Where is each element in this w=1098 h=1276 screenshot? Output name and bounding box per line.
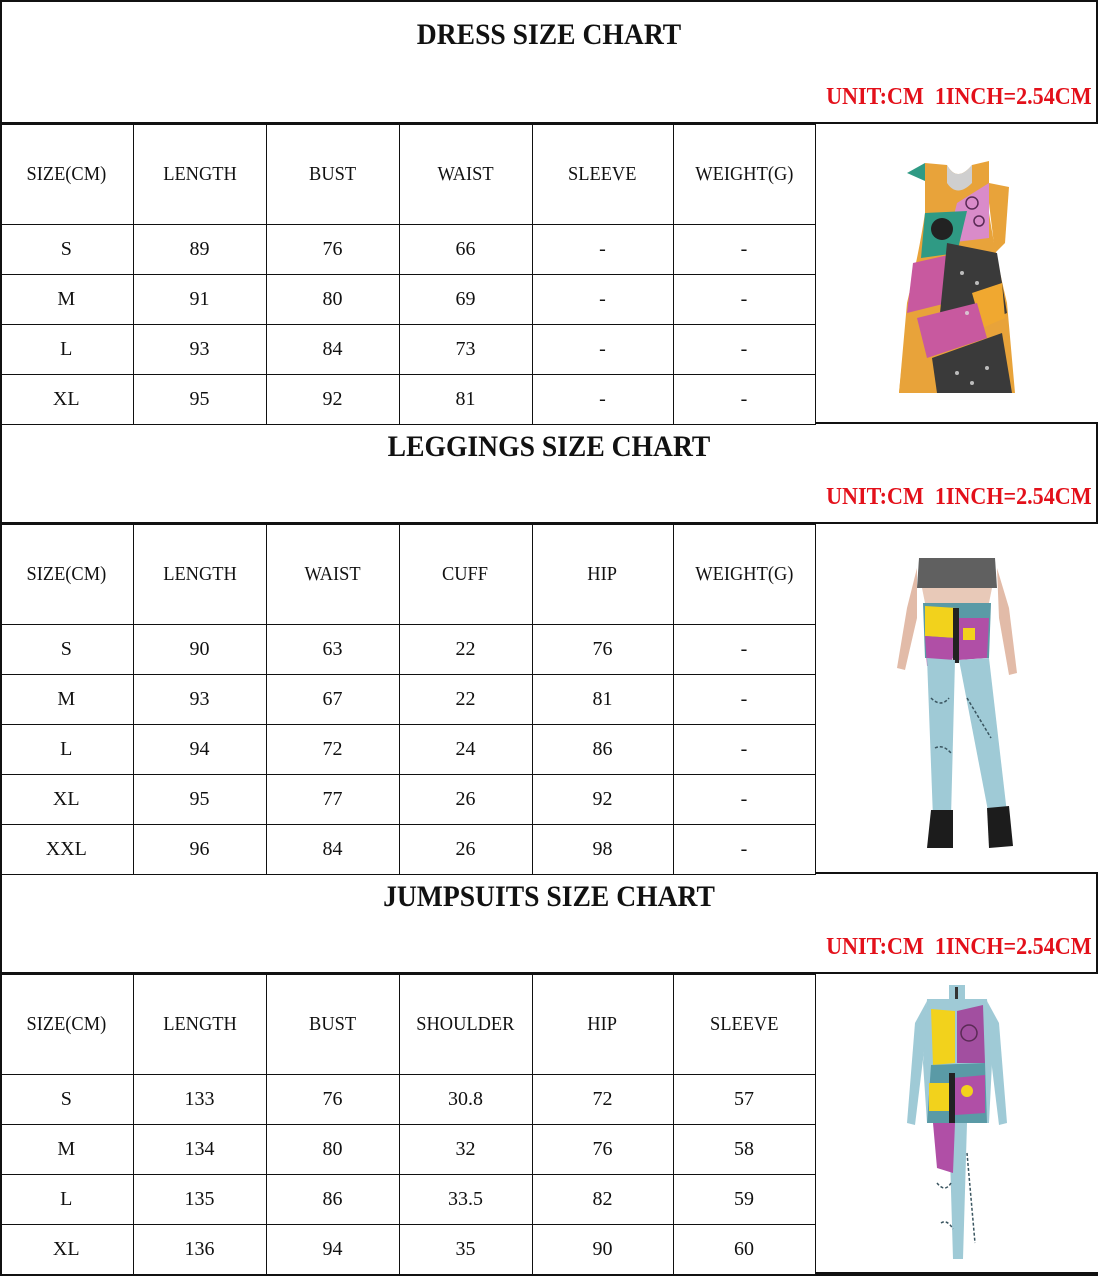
size-label-cell: L	[0, 725, 133, 775]
column-header	[133, 975, 266, 1075]
measurement-cell: 60	[673, 1225, 815, 1275]
size-label-cell: S	[0, 1075, 133, 1125]
measurement-cell: 89	[133, 225, 266, 275]
table-header-row	[0, 525, 815, 625]
size-label-cell: S	[0, 625, 133, 675]
dress-product-image	[877, 143, 1037, 403]
table-row	[0, 325, 815, 375]
column-header-label: LENGTH	[162, 563, 237, 585]
jumpsuit-image-cell	[815, 974, 1098, 1274]
measurement-cell: 58	[673, 1125, 815, 1175]
column-header-label: WAIST	[304, 563, 361, 585]
measurement-cell: 84	[266, 825, 399, 875]
measurement-cell: -	[673, 725, 815, 775]
table-header-row	[0, 125, 815, 225]
measurement-cell: -	[673, 325, 815, 375]
measurement-cell: 67	[266, 675, 399, 725]
measurement-cell: 30.8	[399, 1075, 532, 1125]
size-label-cell: L	[0, 325, 133, 375]
column-header-label: SLEEVE	[709, 1013, 779, 1035]
column-header-label: HIP	[587, 563, 618, 585]
size-label-cell: XL	[0, 375, 133, 425]
jumpsuits-section-title: JUMPSUITS SIZE CHART	[383, 880, 715, 913]
column-header	[673, 125, 815, 225]
measurement-cell: 33.5	[399, 1175, 532, 1225]
measurement-cell: -	[673, 775, 815, 825]
measurement-cell: -	[673, 275, 815, 325]
measurement-cell: 81	[532, 675, 673, 725]
column-header	[532, 525, 673, 625]
table-row	[0, 675, 815, 725]
size-label-cell: S	[0, 225, 133, 275]
column-header-label: HIP	[587, 1013, 618, 1035]
measurement-cell: 80	[266, 1125, 399, 1175]
jumpsuits-unit-note: UNIT:CM 1INCH=2.54CM	[826, 934, 1092, 960]
measurement-cell: 136	[133, 1225, 266, 1275]
dress-size-table	[0, 124, 816, 425]
measurement-cell: 95	[133, 375, 266, 425]
column-header	[133, 525, 266, 625]
table-row	[0, 225, 815, 275]
jumpsuit-product-image	[897, 983, 1017, 1263]
column-header-label: LENGTH	[162, 163, 237, 185]
column-header	[266, 125, 399, 225]
size-label-cell: M	[0, 675, 133, 725]
size-label-cell: XXL	[0, 825, 133, 875]
measurement-cell: 63	[266, 625, 399, 675]
column-header	[532, 975, 673, 1075]
measurement-cell: 98	[532, 825, 673, 875]
measurement-cell: 96	[133, 825, 266, 875]
dress-unit-note: UNIT:CM 1INCH=2.54CM	[826, 84, 1092, 110]
column-header	[673, 525, 815, 625]
column-header	[133, 125, 266, 225]
leggings-product-image	[867, 548, 1047, 848]
dress-title-block	[0, 0, 1098, 124]
measurement-cell: 77	[266, 775, 399, 825]
measurement-cell: 76	[266, 1075, 399, 1125]
column-header-label: WEIGHT(G)	[694, 563, 794, 585]
measurement-cell: 81	[399, 375, 532, 425]
measurement-cell: 26	[399, 825, 532, 875]
measurement-cell: 84	[266, 325, 399, 375]
dress-image-cell	[815, 124, 1098, 424]
column-header-label: SIZE(CM)	[26, 563, 107, 585]
dress-section-title: DRESS SIZE CHART	[416, 18, 682, 51]
column-header-label: SIZE(CM)	[26, 163, 107, 185]
size-label-cell: M	[0, 1125, 133, 1175]
measurement-cell: 94	[133, 725, 266, 775]
measurement-cell: -	[532, 375, 673, 425]
measurement-cell: -	[673, 675, 815, 725]
measurement-cell: 80	[266, 275, 399, 325]
table-header-row	[0, 975, 815, 1075]
table-row	[0, 1175, 815, 1225]
measurement-cell: 26	[399, 775, 532, 825]
measurement-cell: -	[673, 625, 815, 675]
table-row	[0, 775, 815, 825]
measurement-cell: -	[532, 225, 673, 275]
measurement-cell: 22	[399, 625, 532, 675]
table-row	[0, 725, 815, 775]
measurement-cell: 72	[266, 725, 399, 775]
measurement-cell: 24	[399, 725, 532, 775]
measurement-cell: 94	[266, 1225, 399, 1275]
measurement-cell: 93	[133, 675, 266, 725]
leggings-size-table	[0, 524, 816, 875]
measurement-cell: 90	[532, 1225, 673, 1275]
table-row	[0, 375, 815, 425]
column-header-label: CUFF	[442, 563, 489, 585]
measurement-cell: -	[673, 225, 815, 275]
table-row	[0, 825, 815, 875]
measurement-cell: 35	[399, 1225, 532, 1275]
column-header-label: BUST	[308, 1013, 357, 1035]
measurement-cell: 92	[532, 775, 673, 825]
measurement-cell: 59	[673, 1175, 815, 1225]
column-header	[532, 125, 673, 225]
jumpsuits-size-table	[0, 974, 816, 1275]
size-label-cell: XL	[0, 775, 133, 825]
column-header	[399, 975, 532, 1075]
measurement-cell: 134	[133, 1125, 266, 1175]
table-row	[0, 1225, 815, 1275]
size-label-cell: M	[0, 275, 133, 325]
measurement-cell: 76	[266, 225, 399, 275]
measurement-cell: 72	[532, 1075, 673, 1125]
table-row	[0, 1125, 815, 1175]
measurement-cell: 133	[133, 1075, 266, 1125]
table-row	[0, 625, 815, 675]
measurement-cell: 82	[532, 1175, 673, 1225]
measurement-cell: 91	[133, 275, 266, 325]
measurement-cell: -	[673, 375, 815, 425]
column-header	[266, 525, 399, 625]
column-header	[0, 125, 133, 225]
table-row	[0, 1075, 815, 1125]
column-header	[0, 525, 133, 625]
column-header	[0, 975, 133, 1075]
measurement-cell: -	[532, 325, 673, 375]
measurement-cell: 73	[399, 325, 532, 375]
column-header-label: LENGTH	[162, 1013, 237, 1035]
measurement-cell: 92	[266, 375, 399, 425]
measurement-cell: 135	[133, 1175, 266, 1225]
measurement-cell: -	[532, 275, 673, 325]
measurement-cell: 76	[532, 1125, 673, 1175]
measurement-cell: 66	[399, 225, 532, 275]
measurement-cell: -	[673, 825, 815, 875]
jumpsuits-title-block	[0, 874, 1098, 974]
measurement-cell: 32	[399, 1125, 532, 1175]
leggings-unit-note: UNIT:CM 1INCH=2.54CM	[826, 484, 1092, 510]
measurement-cell: 93	[133, 325, 266, 375]
leggings-title-block	[0, 424, 1098, 524]
column-header	[399, 525, 532, 625]
measurement-cell: 90	[133, 625, 266, 675]
column-header-label: SHOULDER	[416, 1013, 515, 1035]
measurement-cell: 22	[399, 675, 532, 725]
column-header-label: BUST	[308, 163, 357, 185]
leggings-image-cell	[815, 524, 1098, 874]
column-header	[673, 975, 815, 1075]
column-header	[266, 975, 399, 1075]
column-header-label: SIZE(CM)	[26, 1013, 107, 1035]
size-label-cell: L	[0, 1175, 133, 1225]
column-header-label: SLEEVE	[568, 163, 637, 185]
measurement-cell: 86	[532, 725, 673, 775]
column-header	[399, 125, 532, 225]
column-header-label: WEIGHT(G)	[694, 163, 794, 185]
measurement-cell: 95	[133, 775, 266, 825]
column-header-label: WAIST	[437, 163, 494, 185]
measurement-cell: 69	[399, 275, 532, 325]
measurement-cell: 57	[673, 1075, 815, 1125]
table-row	[0, 275, 815, 325]
measurement-cell: 86	[266, 1175, 399, 1225]
measurement-cell: 76	[532, 625, 673, 675]
leggings-section-title: LEGGINGS SIZE CHART	[387, 430, 711, 463]
size-label-cell: XL	[0, 1225, 133, 1275]
